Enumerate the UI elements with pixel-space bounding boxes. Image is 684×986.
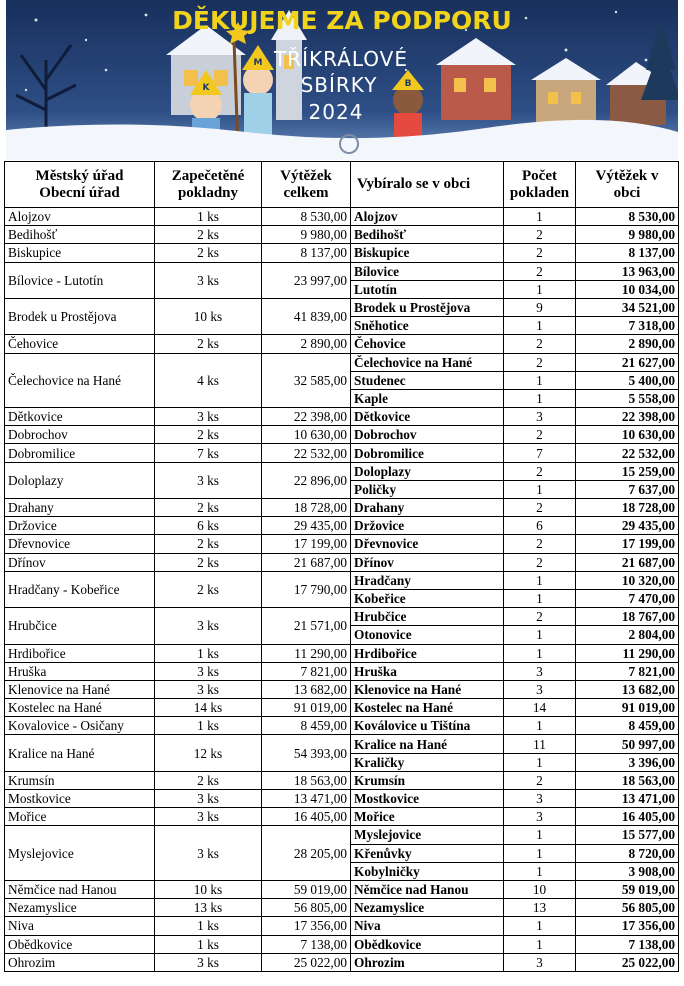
sealed-boxes-cell: 3 ks [155, 680, 262, 698]
table-row [5, 408, 679, 426]
table-row [5, 499, 679, 517]
village-name-cell: Dobromilice [351, 444, 504, 462]
total-yield-cell: 17 199,00 [262, 535, 351, 553]
village-yield-cell: 7 318,00 [576, 317, 679, 335]
total-yield-cell: 54 393,00 [262, 735, 351, 771]
box-count-cell: 1 [504, 317, 576, 335]
village-yield-cell: 8 530,00 [576, 208, 679, 226]
total-yield-cell: 18 728,00 [262, 499, 351, 517]
table-row [5, 553, 679, 571]
sealed-boxes-cell: 7 ks [155, 444, 262, 462]
table-row [5, 608, 679, 626]
office-cell: Kostelec na Hané [5, 699, 155, 717]
village-yield-cell: 22 398,00 [576, 408, 679, 426]
office-cell: Drahany [5, 499, 155, 517]
table-row [5, 226, 679, 244]
village-name-cell: Klenovice na Hané [351, 680, 504, 698]
box-count-cell: 1 [504, 389, 576, 407]
box-count-cell: 1 [504, 844, 576, 862]
box-count-cell: 2 [504, 462, 576, 480]
office-cell: Dřínov [5, 553, 155, 571]
box-count-cell: 1 [504, 571, 576, 589]
village-name-cell: Myslejovice [351, 826, 504, 844]
village-yield-cell: 3 908,00 [576, 862, 679, 880]
village-name-cell: Bedihošť [351, 226, 504, 244]
office-cell: Brodek u Prostějova [5, 298, 155, 334]
village-yield-cell: 5 558,00 [576, 389, 679, 407]
office-cell: Nezamyslice [5, 899, 155, 917]
box-count-cell: 14 [504, 699, 576, 717]
village-name-cell: Poličky [351, 480, 504, 498]
village-yield-cell: 22 532,00 [576, 444, 679, 462]
table-row [5, 353, 679, 371]
office-cell: Krumsín [5, 771, 155, 789]
village-yield-cell: 56 805,00 [576, 899, 679, 917]
king-letter-b: B [404, 79, 412, 89]
sealed-boxes-cell: 2 ks [155, 226, 262, 244]
office-cell: Čehovice [5, 335, 155, 353]
header-collected-in: Vybíralo se v obci [351, 162, 504, 208]
office-cell: Alojzov [5, 208, 155, 226]
box-count-cell: 1 [504, 862, 576, 880]
total-yield-cell: 11 290,00 [262, 644, 351, 662]
table-row [5, 662, 679, 680]
sealed-boxes-cell: 14 ks [155, 699, 262, 717]
box-count-cell: 1 [504, 589, 576, 607]
table-row [5, 517, 679, 535]
table-row [5, 462, 679, 480]
village-yield-cell: 17 199,00 [576, 535, 679, 553]
box-count-cell: 2 [504, 608, 576, 626]
box-count-cell: 2 [504, 335, 576, 353]
sealed-boxes-cell: 1 ks [155, 644, 262, 662]
office-cell: Obědkovice [5, 935, 155, 953]
village-yield-cell: 17 356,00 [576, 917, 679, 935]
village-name-cell: Hruška [351, 662, 504, 680]
village-name-cell: Hrdibořice [351, 644, 504, 662]
sealed-boxes-cell: 13 ks [155, 899, 262, 917]
village-yield-cell: 5 400,00 [576, 371, 679, 389]
box-count-cell: 1 [504, 753, 576, 771]
village-name-cell: Hrubčice [351, 608, 504, 626]
box-count-cell: 1 [504, 480, 576, 498]
village-name-cell: Brodek u Prostějova [351, 298, 504, 316]
sealed-boxes-cell: 10 ks [155, 298, 262, 334]
box-count-cell: 3 [504, 662, 576, 680]
total-yield-cell: 41 839,00 [262, 298, 351, 334]
box-count-cell: 3 [504, 808, 576, 826]
total-yield-cell: 28 205,00 [262, 826, 351, 881]
office-cell: Mostkovice [5, 790, 155, 808]
village-yield-cell: 15 259,00 [576, 462, 679, 480]
box-count-cell: 1 [504, 371, 576, 389]
village-yield-cell: 18 728,00 [576, 499, 679, 517]
table-row [5, 735, 679, 753]
king-letter-m: M [253, 58, 263, 68]
header-office: Městský úřad Obecní úřad [5, 162, 155, 208]
sealed-boxes-cell: 1 ks [155, 208, 262, 226]
box-count-cell: 3 [504, 953, 576, 971]
office-cell: Klenovice na Hané [5, 680, 155, 698]
office-cell: Bílovice - Lutotín [5, 262, 155, 298]
office-cell: Mořice [5, 808, 155, 826]
sealed-boxes-cell: 4 ks [155, 353, 262, 408]
village-name-cell: Otonovice [351, 626, 504, 644]
village-name-cell: Dřínov [351, 553, 504, 571]
box-count-cell: 2 [504, 553, 576, 571]
village-name-cell: Dobrochov [351, 426, 504, 444]
header-village-yield: Výtěžek v obci [576, 162, 679, 208]
king-letter-k: K [202, 83, 210, 93]
village-yield-cell: 9 980,00 [576, 226, 679, 244]
sealed-boxes-cell: 3 ks [155, 662, 262, 680]
village-yield-cell: 7 821,00 [576, 662, 679, 680]
village-name-cell: Kaple [351, 389, 504, 407]
sealed-boxes-cell: 3 ks [155, 262, 262, 298]
box-count-cell: 2 [504, 226, 576, 244]
table-row [5, 699, 679, 717]
sealed-boxes-cell: 1 ks [155, 717, 262, 735]
table-row [5, 680, 679, 698]
total-yield-cell: 9 980,00 [262, 226, 351, 244]
total-yield-cell: 7 821,00 [262, 662, 351, 680]
table-row [5, 298, 679, 316]
box-count-cell: 1 [504, 644, 576, 662]
village-yield-cell: 91 019,00 [576, 699, 679, 717]
sealed-boxes-cell: 2 ks [155, 426, 262, 444]
total-yield-cell: 25 022,00 [262, 953, 351, 971]
total-yield-cell: 10 630,00 [262, 426, 351, 444]
total-yield-cell: 8 530,00 [262, 208, 351, 226]
banner-headline: DĚKUJEME ZA PODPORU [172, 6, 512, 35]
total-yield-cell: 8 459,00 [262, 717, 351, 735]
table-row [5, 426, 679, 444]
table-row [5, 935, 679, 953]
total-yield-cell: 2 890,00 [262, 335, 351, 353]
total-yield-cell: 21 571,00 [262, 608, 351, 644]
village-yield-cell: 59 019,00 [576, 880, 679, 898]
office-cell: Kralice na Hané [5, 735, 155, 771]
total-yield-cell: 91 019,00 [262, 699, 351, 717]
village-yield-cell: 29 435,00 [576, 517, 679, 535]
table-row [5, 335, 679, 353]
total-yield-cell: 29 435,00 [262, 517, 351, 535]
village-yield-cell: 18 767,00 [576, 608, 679, 626]
total-yield-cell: 13 682,00 [262, 680, 351, 698]
total-yield-cell: 22 896,00 [262, 462, 351, 498]
village-name-cell: Kobeřice [351, 589, 504, 607]
total-yield-cell: 8 137,00 [262, 244, 351, 262]
village-yield-cell: 8 720,00 [576, 844, 679, 862]
sealed-boxes-cell: 3 ks [155, 826, 262, 881]
table-row [5, 880, 679, 898]
box-count-cell: 2 [504, 262, 576, 280]
village-name-cell: Dřevnovice [351, 535, 504, 553]
village-yield-cell: 10 320,00 [576, 571, 679, 589]
collection-table [4, 161, 679, 972]
box-count-cell: 11 [504, 735, 576, 753]
office-cell: Kovalovice - Osičany [5, 717, 155, 735]
village-yield-cell: 50 997,00 [576, 735, 679, 753]
village-yield-cell: 13 963,00 [576, 262, 679, 280]
header-box-count: Počet pokladen [504, 162, 576, 208]
box-count-cell: 2 [504, 771, 576, 789]
box-count-cell: 2 [504, 426, 576, 444]
banner-illustration [6, 0, 678, 160]
village-name-cell: Drahany [351, 499, 504, 517]
village-yield-cell: 7 138,00 [576, 935, 679, 953]
village-name-cell: Lutotín [351, 280, 504, 298]
table-row [5, 771, 679, 789]
banner-title-line1: TŘÍKRÁLOVÉ [273, 47, 409, 71]
village-name-cell: Hradčany [351, 571, 504, 589]
table-row [5, 917, 679, 935]
header-row [5, 162, 679, 208]
village-name-cell: Nezamyslice [351, 899, 504, 917]
box-count-cell: 2 [504, 535, 576, 553]
sealed-boxes-cell: 2 ks [155, 535, 262, 553]
office-cell: Hradčany - Kobeřice [5, 571, 155, 607]
box-count-cell: 6 [504, 517, 576, 535]
sealed-boxes-cell: 12 ks [155, 735, 262, 771]
office-cell: Hrubčice [5, 608, 155, 644]
sealed-boxes-cell: 10 ks [155, 880, 262, 898]
table-row [5, 644, 679, 662]
sealed-boxes-cell: 2 ks [155, 553, 262, 571]
village-name-cell: Kraličky [351, 753, 504, 771]
table-row [5, 790, 679, 808]
village-name-cell: Bílovice [351, 262, 504, 280]
village-name-cell: Němčice nad Hanou [351, 880, 504, 898]
village-yield-cell: 7 470,00 [576, 589, 679, 607]
sealed-boxes-cell: 2 ks [155, 499, 262, 517]
sealed-boxes-cell: 1 ks [155, 917, 262, 935]
table-row [5, 717, 679, 735]
village-name-cell: Krumsín [351, 771, 504, 789]
office-cell: Niva [5, 917, 155, 935]
village-yield-cell: 10 034,00 [576, 280, 679, 298]
total-yield-cell: 18 563,00 [262, 771, 351, 789]
box-count-cell: 13 [504, 899, 576, 917]
office-cell: Dobromilice [5, 444, 155, 462]
table-row [5, 953, 679, 971]
village-name-cell: Držovice [351, 517, 504, 535]
village-name-cell: Kobylničky [351, 862, 504, 880]
total-yield-cell: 17 356,00 [262, 917, 351, 935]
total-yield-cell: 7 138,00 [262, 935, 351, 953]
box-count-cell: 7 [504, 444, 576, 462]
office-cell: Hruška [5, 662, 155, 680]
box-count-cell: 2 [504, 353, 576, 371]
total-yield-cell: 23 997,00 [262, 262, 351, 298]
village-yield-cell: 25 022,00 [576, 953, 679, 971]
village-yield-cell: 13 471,00 [576, 790, 679, 808]
banner-year: 2024 [308, 100, 364, 124]
office-cell: Bedihošť [5, 226, 155, 244]
banner-title-line2: SBÍRKY [300, 73, 378, 97]
box-count-cell: 1 [504, 826, 576, 844]
village-name-cell: Studenec [351, 371, 504, 389]
village-name-cell: Doloplazy [351, 462, 504, 480]
sealed-boxes-cell: 3 ks [155, 790, 262, 808]
total-yield-cell: 32 585,00 [262, 353, 351, 408]
header-total-yield: Výtěžek celkem [262, 162, 351, 208]
sealed-boxes-cell: 3 ks [155, 953, 262, 971]
box-count-cell: 2 [504, 499, 576, 517]
village-yield-cell: 2 890,00 [576, 335, 679, 353]
sealed-boxes-cell: 2 ks [155, 244, 262, 262]
box-count-cell: 2 [504, 244, 576, 262]
box-count-cell: 3 [504, 408, 576, 426]
village-name-cell: Biskupice [351, 244, 504, 262]
village-yield-cell: 16 405,00 [576, 808, 679, 826]
box-count-cell: 3 [504, 790, 576, 808]
village-yield-cell: 11 290,00 [576, 644, 679, 662]
box-count-cell: 3 [504, 680, 576, 698]
box-count-cell: 1 [504, 626, 576, 644]
village-yield-cell: 21 627,00 [576, 353, 679, 371]
village-yield-cell: 18 563,00 [576, 771, 679, 789]
office-cell: Ohrozim [5, 953, 155, 971]
sealed-boxes-cell: 3 ks [155, 608, 262, 644]
village-name-cell: Alojzov [351, 208, 504, 226]
total-yield-cell: 16 405,00 [262, 808, 351, 826]
office-cell: Biskupice [5, 244, 155, 262]
village-yield-cell: 7 637,00 [576, 480, 679, 498]
village-name-cell: Ohrozim [351, 953, 504, 971]
total-yield-cell: 22 398,00 [262, 408, 351, 426]
village-name-cell: Dětkovice [351, 408, 504, 426]
office-cell: Dobrochov [5, 426, 155, 444]
village-yield-cell: 34 521,00 [576, 298, 679, 316]
total-yield-cell: 22 532,00 [262, 444, 351, 462]
sealed-boxes-cell: 3 ks [155, 408, 262, 426]
table-row [5, 808, 679, 826]
header-sealed-boxes: Zapečetěné pokladny [155, 162, 262, 208]
sealed-boxes-cell: 2 ks [155, 335, 262, 353]
box-count-cell: 1 [504, 280, 576, 298]
village-yield-cell: 21 687,00 [576, 553, 679, 571]
table-row [5, 262, 679, 280]
village-name-cell: Kralice na Hané [351, 735, 504, 753]
total-yield-cell: 21 687,00 [262, 553, 351, 571]
village-name-cell: Obědkovice [351, 935, 504, 953]
village-name-cell: Čelechovice na Hané [351, 353, 504, 371]
village-yield-cell: 8 137,00 [576, 244, 679, 262]
office-cell: Čelechovice na Hané [5, 353, 155, 408]
total-yield-cell: 59 019,00 [262, 880, 351, 898]
office-cell: Držovice [5, 517, 155, 535]
village-name-cell: Niva [351, 917, 504, 935]
sealed-boxes-cell: 3 ks [155, 808, 262, 826]
sealed-boxes-cell: 2 ks [155, 571, 262, 607]
sealed-boxes-cell: 1 ks [155, 935, 262, 953]
office-cell: Doloplazy [5, 462, 155, 498]
village-name-cell: Koválovice u Tištína [351, 717, 504, 735]
table-row [5, 244, 679, 262]
table-body [5, 208, 679, 972]
table-row [5, 571, 679, 589]
village-yield-cell: 13 682,00 [576, 680, 679, 698]
box-count-cell: 1 [504, 208, 576, 226]
total-yield-cell: 13 471,00 [262, 790, 351, 808]
box-count-cell: 10 [504, 880, 576, 898]
office-cell: Dřevnovice [5, 535, 155, 553]
village-name-cell: Kostelec na Hané [351, 699, 504, 717]
office-cell: Hrdibořice [5, 644, 155, 662]
village-yield-cell: 2 804,00 [576, 626, 679, 644]
village-yield-cell: 10 630,00 [576, 426, 679, 444]
banner [6, 0, 678, 160]
village-name-cell: Mořice [351, 808, 504, 826]
office-cell: Myslejovice [5, 826, 155, 881]
table-row [5, 899, 679, 917]
box-count-cell: 9 [504, 298, 576, 316]
village-yield-cell: 3 396,00 [576, 753, 679, 771]
box-count-cell: 1 [504, 917, 576, 935]
table-row [5, 208, 679, 226]
sealed-boxes-cell: 2 ks [155, 771, 262, 789]
table-row [5, 535, 679, 553]
office-cell: Němčice nad Hanou [5, 880, 155, 898]
office-cell: Dětkovice [5, 408, 155, 426]
table-row [5, 826, 679, 844]
total-yield-cell: 56 805,00 [262, 899, 351, 917]
village-yield-cell: 15 577,00 [576, 826, 679, 844]
box-count-cell: 1 [504, 935, 576, 953]
village-name-cell: Čehovice [351, 335, 504, 353]
sealed-boxes-cell: 6 ks [155, 517, 262, 535]
sealed-boxes-cell: 3 ks [155, 462, 262, 498]
table-row [5, 444, 679, 462]
village-yield-cell: 8 459,00 [576, 717, 679, 735]
village-name-cell: Sněhotice [351, 317, 504, 335]
total-yield-cell: 17 790,00 [262, 571, 351, 607]
village-name-cell: Mostkovice [351, 790, 504, 808]
village-name-cell: Křenůvky [351, 844, 504, 862]
box-count-cell: 1 [504, 717, 576, 735]
